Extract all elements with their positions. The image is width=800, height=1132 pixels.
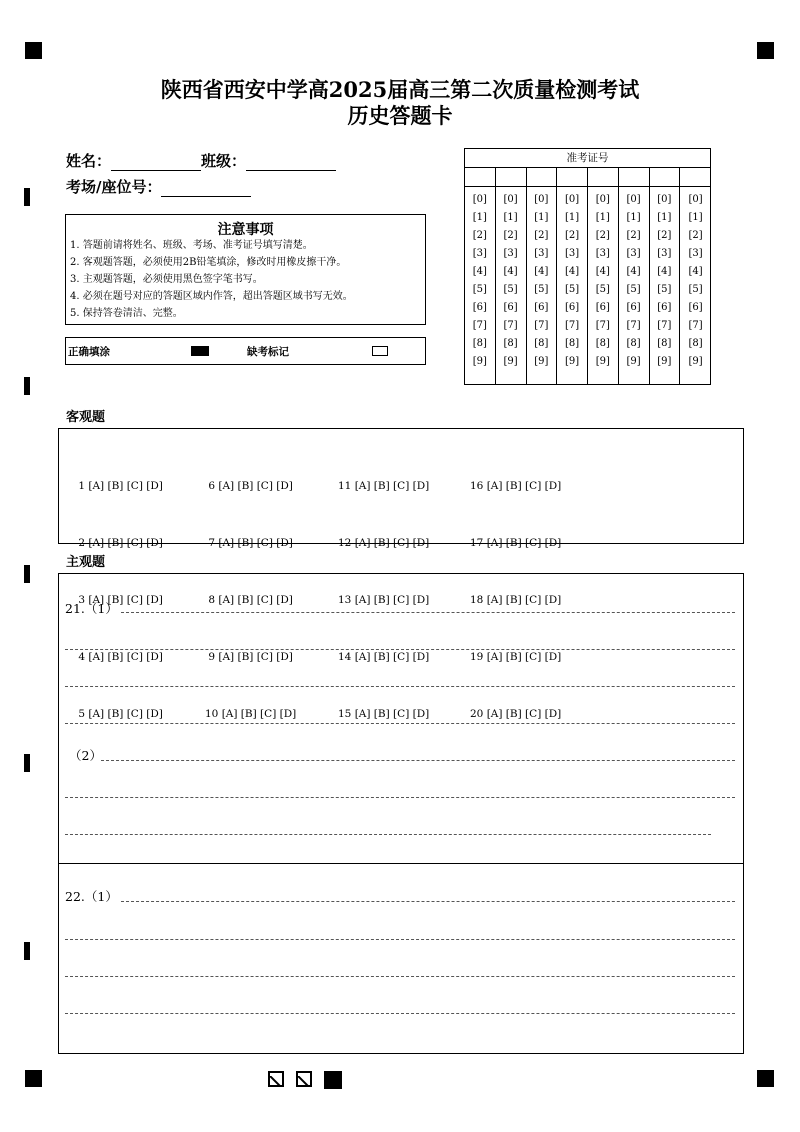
admission-digit-bubble[interactable]: [7] — [595, 320, 610, 331]
admission-digit-bubble[interactable]: [1] — [534, 212, 549, 223]
admission-digit-bubble[interactable]: [2] — [626, 230, 641, 241]
admission-digit-bubble[interactable]: [4] — [626, 266, 641, 277]
corner-mark-top-right — [757, 42, 774, 59]
absent-mark-box[interactable] — [372, 346, 388, 356]
answer-line[interactable] — [65, 686, 735, 687]
notice-item: 2. 客观题答题，必须使用2B铅笔填涂，修改时用橡皮擦干净。 — [70, 257, 347, 268]
admission-digit-bubble[interactable]: [0] — [595, 194, 610, 205]
admission-digit-column — [650, 168, 681, 385]
admission-digit-write-cell[interactable] — [588, 168, 618, 187]
admission-digit-column — [588, 168, 619, 385]
admission-digit-bubble[interactable]: [0] — [688, 194, 703, 205]
admission-digit-bubble[interactable]: [3] — [595, 248, 610, 259]
admission-digit-bubble[interactable]: [2] — [657, 230, 672, 241]
admission-digit-bubble[interactable]: [0] — [503, 194, 518, 205]
answer-line[interactable] — [121, 901, 735, 902]
page-code-mark — [268, 1071, 284, 1087]
answer-line[interactable] — [65, 649, 735, 650]
answer-line[interactable] — [65, 797, 735, 798]
admission-digit-bubble[interactable]: [2] — [565, 230, 580, 241]
corner-mark-bottom-right — [757, 1070, 774, 1087]
admission-number-box — [464, 148, 711, 385]
admission-digit-write-cell[interactable] — [557, 168, 587, 187]
hatch-icon — [270, 1076, 282, 1087]
admission-digit-column — [557, 168, 588, 385]
answer-line[interactable] — [101, 760, 735, 761]
admission-digit-bubble[interactable]: [2] — [503, 230, 518, 241]
timing-mark — [24, 942, 30, 960]
page-title: 陕西省西安中学高2025届高三第二次质量检测考试 — [160, 77, 640, 102]
admission-digit-bubble[interactable]: [4] — [503, 266, 518, 277]
admission-digit-bubble[interactable]: [6] — [626, 302, 641, 313]
mcq-row[interactable]: 20 [A] [B] [C] [D] — [470, 708, 562, 720]
mcq-row[interactable]: 15 [A] [B] [C] [D] — [338, 708, 430, 720]
admission-digit-bubble[interactable]: [4] — [565, 266, 580, 277]
admission-digit-bubble[interactable]: [8] — [472, 338, 487, 349]
admission-digit-bubble[interactable]: [2] — [688, 230, 703, 241]
admission-digit-bubble[interactable]: [9] — [565, 356, 580, 367]
admission-digit-bubble[interactable]: [0] — [657, 194, 672, 205]
admission-digit-bubble[interactable]: [3] — [472, 248, 487, 259]
corner-mark-bottom-left — [25, 1070, 42, 1087]
admission-digit-bubble[interactable]: [1] — [688, 212, 703, 223]
admission-digit-bubble[interactable]: [8] — [595, 338, 610, 349]
admission-digit-bubble[interactable]: [6] — [472, 302, 487, 313]
admission-digit-bubble[interactable]: [7] — [534, 320, 549, 331]
question-21-1-label: 21.（1） — [65, 601, 118, 616]
admission-digit-bubble[interactable]: [9] — [688, 356, 703, 367]
mcq-row[interactable]: 5 [A] [B] [C] [D] — [75, 708, 163, 720]
admission-digit-bubble[interactable]: [1] — [565, 212, 580, 223]
mcq-row[interactable]: 13 [A] [B] [C] [D] — [338, 594, 430, 606]
class-field[interactable] — [246, 154, 336, 171]
notice-box — [65, 214, 426, 325]
admission-digit-bubble[interactable]: [8] — [626, 338, 641, 349]
correct-fill-sample — [191, 346, 209, 356]
admission-digit-bubble[interactable]: [7] — [565, 320, 580, 331]
admission-digit-bubble[interactable]: [5] — [472, 284, 487, 295]
admission-digit-bubble[interactable]: [8] — [503, 338, 518, 349]
class-label: 班级： — [201, 152, 247, 170]
admission-digit-bubble[interactable]: [4] — [534, 266, 549, 277]
question-21-2-label: （2） — [69, 748, 102, 763]
admission-digit-bubble[interactable]: [0] — [565, 194, 580, 205]
admission-digit-bubble[interactable]: [3] — [534, 248, 549, 259]
mcq-row[interactable]: 2 [A] [B] [C] [D] — [75, 537, 163, 549]
answer-area-22[interactable] — [58, 863, 744, 1054]
admission-digit-column — [619, 168, 650, 385]
admission-digit-bubble[interactable]: [6] — [534, 302, 549, 313]
admission-digit-bubble[interactable]: [9] — [657, 356, 672, 367]
notice-list — [66, 237, 425, 322]
admission-digit-bubble[interactable]: [9] — [595, 356, 610, 367]
mcq-row[interactable]: 12 [A] [B] [C] [D] — [338, 537, 430, 549]
notice-item: 3. 主观题答题，必须使用黑色签字笔书写。 — [70, 274, 263, 285]
admission-digit-bubble[interactable]: [4] — [657, 266, 672, 277]
notice-item: 1. 答题前请将姓名、班级、考场、准考证号填写清楚。 — [70, 240, 313, 251]
mcq-row[interactable]: 17 [A] [B] [C] [D] — [470, 537, 562, 549]
admission-digit-column — [680, 168, 711, 385]
admission-digit-bubble[interactable]: [5] — [503, 284, 518, 295]
mcq-row[interactable]: 19 [A] [B] [C] [D] — [470, 651, 562, 663]
admission-digit-bubble[interactable]: [7] — [688, 320, 703, 331]
mcq-row[interactable]: 14 [A] [B] [C] [D] — [338, 651, 430, 663]
admission-digit-column — [465, 168, 496, 385]
page-code-mark-filled — [324, 1071, 342, 1089]
name-class-row — [66, 150, 336, 171]
hatch-icon — [298, 1076, 310, 1087]
admission-digit-bubble[interactable]: [7] — [472, 320, 487, 331]
admission-digit-bubble[interactable]: [3] — [688, 248, 703, 259]
admission-digit-bubble[interactable]: [1] — [472, 212, 487, 223]
corner-mark-top-left — [25, 42, 42, 59]
admission-digit-bubble[interactable]: [4] — [472, 266, 487, 277]
admission-digit-bubble[interactable]: [3] — [657, 248, 672, 259]
admission-digit-bubble[interactable]: [6] — [595, 302, 610, 313]
name-field[interactable] — [111, 154, 201, 171]
admission-digit-bubble[interactable]: [7] — [503, 320, 518, 331]
admission-digit-bubble[interactable]: [8] — [534, 338, 549, 349]
admission-digit-write-cell[interactable] — [527, 168, 557, 187]
absent-mark-label: 缺考标记 — [247, 346, 289, 358]
objective-section-label: 客观题 — [66, 410, 106, 425]
admission-digit-bubble[interactable]: [6] — [565, 302, 580, 313]
admission-digit-bubble[interactable]: [6] — [688, 302, 703, 313]
admission-digit-bubble[interactable]: [5] — [688, 284, 703, 295]
admission-digit-bubble[interactable]: [5] — [595, 284, 610, 295]
admission-digit-bubble[interactable]: [2] — [595, 230, 610, 241]
answer-area-21[interactable] — [58, 573, 744, 864]
admission-number-title: 准考证号 — [465, 149, 710, 168]
mcq-row[interactable]: 10 [A] [B] [C] [D] — [205, 708, 297, 720]
correct-fill-label: 正确填涂 — [68, 346, 110, 358]
answer-line[interactable] — [65, 939, 735, 940]
admission-digit-bubble[interactable]: [9] — [626, 356, 641, 367]
page-code-mark — [296, 1071, 312, 1087]
mcq-row[interactable]: 18 [A] [B] [C] [D] — [470, 594, 562, 606]
mcq-row[interactable]: 8 [A] [B] [C] [D] — [205, 594, 293, 606]
admission-digit-write-cell[interactable] — [496, 168, 526, 187]
admission-digit-bubble[interactable]: [4] — [688, 266, 703, 277]
admission-digit-write-cell[interactable] — [619, 168, 649, 187]
admission-digit-bubble[interactable]: [5] — [657, 284, 672, 295]
admission-digit-bubble[interactable]: [6] — [503, 302, 518, 313]
admission-digit-bubble[interactable]: [3] — [565, 248, 580, 259]
admission-digit-bubble[interactable]: [4] — [595, 266, 610, 277]
admission-digit-bubble[interactable]: [8] — [688, 338, 703, 349]
mcq-row[interactable]: 1 [A] [B] [C] [D] — [75, 480, 163, 492]
admission-digit-bubble[interactable]: [5] — [534, 284, 549, 295]
admission-digit-bubble[interactable]: [0] — [472, 194, 487, 205]
timing-mark — [24, 188, 30, 206]
admission-digit-bubble[interactable]: [9] — [503, 356, 518, 367]
mcq-row[interactable]: 7 [A] [B] [C] [D] — [205, 537, 293, 549]
notice-item: 4. 必须在题号对应的答题区域内作答，超出答题区域书写无效。 — [70, 291, 353, 302]
admission-digit-bubble[interactable]: [3] — [626, 248, 641, 259]
admission-digit-bubble[interactable]: [1] — [626, 212, 641, 223]
name-label: 姓名： — [66, 152, 112, 170]
answer-line[interactable] — [121, 612, 735, 613]
admission-digit-bubble[interactable]: [0] — [534, 194, 549, 205]
answer-line[interactable] — [65, 976, 735, 977]
timing-mark — [24, 565, 30, 583]
room-seat-row — [66, 176, 251, 197]
admission-digit-column — [496, 168, 527, 385]
admission-digit-write-cell[interactable] — [650, 168, 680, 187]
admission-digit-bubble[interactable]: [7] — [626, 320, 641, 331]
admission-digit-write-cell[interactable] — [680, 168, 711, 187]
subjective-section-label: 主观题 — [66, 555, 106, 570]
admission-digit-bubble[interactable]: [6] — [657, 302, 672, 313]
answer-line[interactable] — [65, 1013, 735, 1014]
admission-digit-grid — [465, 168, 710, 385]
admission-digit-bubble[interactable]: [5] — [565, 284, 580, 295]
admission-digit-bubble[interactable]: [9] — [534, 356, 549, 367]
timing-mark — [24, 754, 30, 772]
admission-digit-column — [527, 168, 558, 385]
fill-legend-box — [65, 337, 426, 365]
admission-digit-write-cell[interactable] — [465, 168, 495, 187]
timing-mark — [24, 377, 30, 395]
admission-digit-bubble[interactable]: [1] — [595, 212, 610, 223]
admission-digit-bubble[interactable]: [8] — [657, 338, 672, 349]
mcq-row[interactable]: 3 [A] [B] [C] [D] — [75, 594, 163, 606]
mcq-row[interactable]: 16 [A] [B] [C] [D] — [470, 480, 562, 492]
admission-digit-bubble[interactable]: [2] — [534, 230, 549, 241]
admission-digit-bubble[interactable]: [9] — [472, 356, 487, 367]
page-subtitle: 历史答题卡 — [347, 103, 453, 128]
mcq-row[interactable]: 11 [A] [B] [C] [D] — [338, 480, 430, 492]
admission-digit-bubble[interactable]: [0] — [626, 194, 641, 205]
mcq-row[interactable]: 4 [A] [B] [C] [D] — [75, 651, 163, 663]
answer-line[interactable] — [65, 723, 735, 724]
room-seat-field[interactable] — [161, 180, 251, 197]
admission-digit-bubble[interactable]: [2] — [472, 230, 487, 241]
admission-digit-bubble[interactable]: [1] — [657, 212, 672, 223]
notice-item: 5. 保持答卷清洁、完整。 — [70, 308, 183, 319]
notice-title: 注意事项 — [217, 222, 274, 238]
admission-digit-bubble[interactable]: [1] — [503, 212, 518, 223]
mcq-row[interactable]: 9 [A] [B] [C] [D] — [205, 651, 293, 663]
question-22-1-label: 22.（1） — [65, 889, 118, 904]
answer-line[interactable] — [65, 834, 711, 835]
mcq-row[interactable]: 6 [A] [B] [C] [D] — [205, 480, 293, 492]
admission-digit-bubble[interactable]: [3] — [503, 248, 518, 259]
admission-digit-bubble[interactable]: [8] — [565, 338, 580, 349]
admission-digit-bubble[interactable]: [7] — [657, 320, 672, 331]
room-seat-label: 考场/座位号： — [66, 178, 162, 196]
admission-digit-bubble[interactable]: [5] — [626, 284, 641, 295]
